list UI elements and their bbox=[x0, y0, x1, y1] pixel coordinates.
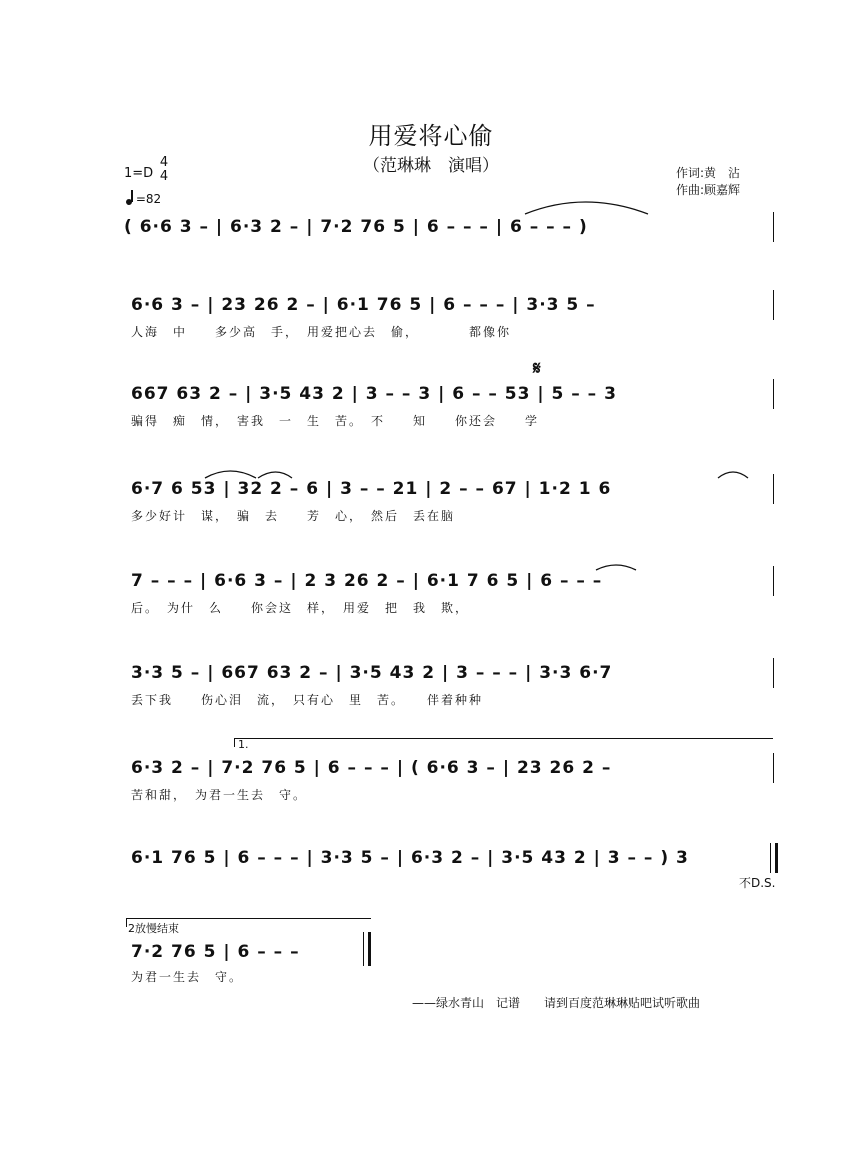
notes-system-8: 6·1 76 5 | 6 – – – | 3·3 5 – | 6·3 2 – | 3·5 43 2 | 3 – – ) 3 bbox=[131, 848, 689, 868]
notes-system-5: 7 – – – | 6·6 3 – | 2 3 26 2 – | 6·1 7 6 5 | 6 – – – bbox=[131, 571, 603, 591]
notes-system-3: 667 63 2 – | 3·5 43 2 | 3 – – 3 | 6 – – 53 | 5 – – 3 bbox=[131, 384, 617, 404]
time-signature-top: 4 bbox=[159, 155, 169, 170]
key-signature: 1=D bbox=[124, 166, 154, 181]
tempo-value: =82 bbox=[135, 192, 162, 206]
lyrics-system-3: 骗得 痴 情， 害我 一 生 苦。 不 知 你还会 学 bbox=[131, 414, 540, 428]
song-title: 用爱将心偷 bbox=[368, 122, 494, 150]
lyrics-system-2: 人海 中 多少高 手， 用爱把心去 偷， 都像你 bbox=[131, 325, 512, 339]
lyrics-system-6: 丢下我 伤心泪 流， 只有心 里 苦。 伴着种种 bbox=[131, 693, 484, 707]
notes-system-1: ( 6·6 3 – | 6·3 2 – | 7·2 76 5 | 6 – – – | 6 – – – ) bbox=[124, 217, 588, 237]
notes-system-6: 3·3 5 – | 667 63 2 – | 3·5 43 2 | 3 – – – | 3·3 6·7 bbox=[131, 663, 613, 683]
time-signature-bottom: 4 bbox=[159, 169, 169, 184]
tie-arc bbox=[525, 202, 648, 214]
lyrics-system-5: 后。 为什 么 你会这 样， 用爱 把 我 欺， bbox=[131, 601, 470, 615]
lyrics-system-7: 苦和甜， 为君一生去 守。 bbox=[131, 788, 308, 802]
notes-system-7: 6·3 2 – | 7·2 76 5 | 6 – – – | ( 6·6 3 – | 23 26 2 – bbox=[131, 758, 612, 778]
segno-icon: 𝄋 bbox=[533, 358, 541, 379]
lyricist-credit: 作词:黄 沾 bbox=[676, 166, 741, 180]
singer-subtitle: （范琳琳 演唱） bbox=[363, 156, 499, 176]
lyrics-system-9: 为君一生去 守。 bbox=[131, 970, 244, 984]
tie-arc bbox=[258, 472, 292, 478]
lyrics-system-4: 多少好计 谋， 骗 去 芳 心， 然后 丢在脑 bbox=[131, 509, 456, 523]
composer-credit: 作曲:顾嘉辉 bbox=[676, 183, 741, 197]
tie-arc bbox=[596, 565, 636, 570]
footer-note: ——绿水青山 记谱 请到百度范琳琳贴吧试听歌曲 bbox=[412, 996, 701, 1010]
notes-system-4: 6·7 6 53 | 32 2 – 6 | 3 – – 21 | 2 – – 67 | 1·2 1 6 bbox=[131, 479, 612, 499]
tie-arc bbox=[718, 472, 748, 478]
volta-1-label: 1. bbox=[238, 738, 249, 751]
no-ds-mark: 不D.S. bbox=[739, 876, 776, 890]
notes-system-2: 6·6 3 – | 23 26 2 – | 6·1 76 5 | 6 – – – | 3·3 5 – bbox=[131, 295, 596, 315]
volta-2-label: 2放慢结束 bbox=[128, 922, 179, 935]
tie-arc bbox=[205, 471, 256, 478]
notes-system-9: 7·2 76 5 | 6 – – – bbox=[131, 942, 300, 962]
